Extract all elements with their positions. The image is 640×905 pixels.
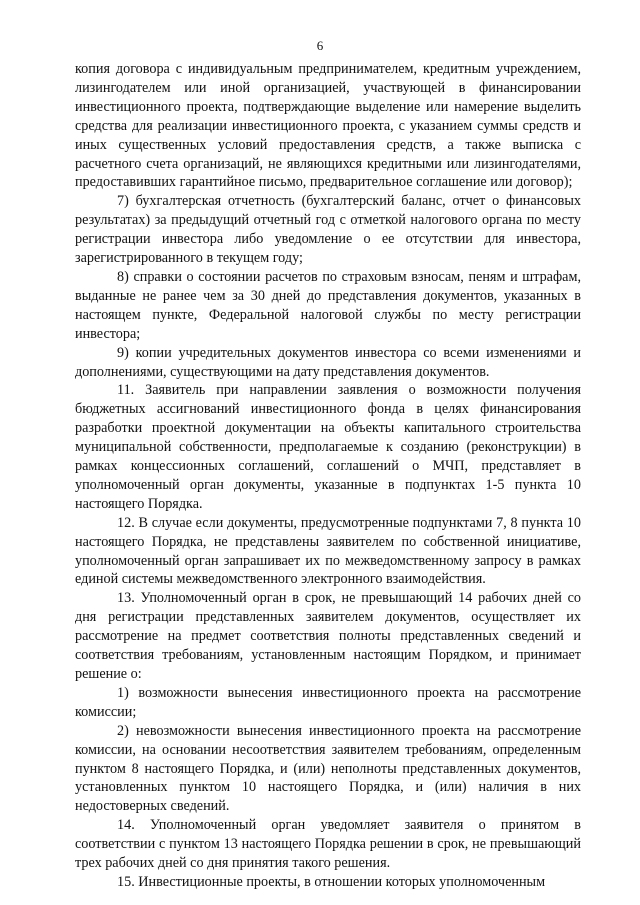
paragraph: 11. Заявитель при направлении заявления о возможности получения бюджетных ассигнований инвестиционного фонда в целях финансирования разработки проектной документации на объекты капитального строительства муниципальной собственности, предполагаемые к созданию (реконструкции) в рамках концессионных соглашений, соглашений о МЧП, представляет в уполномоченный орган документы, указанные в подпунктах 1-5 пункта 10 настоящего Порядка. (75, 382, 581, 512)
paragraph: 1) возможности вынесения инвестиционного проекта на рассмотрение комиссии; (75, 684, 581, 720)
paragraph: 8) справки о состоянии расчетов по страховым взносам, пеням и штрафам, выданные не ранее чем за 30 дней до представления документов, указанных в настоящем пункте, Федеральной налоговой службы по месту регистрации инвестора; (75, 268, 581, 342)
page-number: 6 (316, 38, 324, 53)
paragraph: копия договора с индивидуальным предпринимателем, кредитным учреждением, лизингодателем или иной организацией, участвующей в финансировании инвестиционного проекта, подтверждающие выделение или намерение выделить средства для реализации инвестиционного проекта, с указанием суммы средств и иных существенных условий предоставления средств, а также выписка с расчетного счета организаций, не являющихся кредитными или лизингодателями, предоставивших гарантийное письмо, предварительное соглашение или договор); (75, 61, 581, 191)
paragraph: 14. Уполномоченный орган уведомляет заявителя о принятом в соответствии с пунктом 13 настоящего Порядка решении в срок, не превышающий трех рабочих дней со дня принятия такого решения. (75, 817, 581, 872)
paragraph: 2) невозможности вынесения инвестиционного проекта на рассмотрение комиссии, на основании несоответствия заявителем требованиям, определенным пунктом 8 настоящего Порядка, и (или) неполноты представленных документов, установленных пунктом 10 настоящего Порядка, и (или) наличия в них недостоверных сведений. (75, 722, 581, 815)
document-body (75, 60, 581, 892)
paragraph: 7) бухгалтерская отчетность (бухгалтерский баланс, отчет о финансовых результатах) за предыдущий отчетный год с отметкой налогового органа по месту регистрации инвестора либо уведомление о ее отсутствии для инвестора, зарегистрированного в текущем году; (75, 193, 581, 267)
paragraph: 9) копии учредительных документов инвестора со всеми изменениями и дополнениями, существующими на дату представления документов. (75, 344, 581, 380)
paragraph: 13. Уполномоченный орган в срок, не превышающий 14 рабочих дней со дня регистрации представленных заявителем документов, осуществляет их рассмотрение на предмет соответствия полноты представленных сведений и соответствия требованиям, установленным настоящим Порядком, и принимает решение о: (75, 590, 581, 682)
paragraph: 12. В случае если документы, предусмотренные подпунктами 7, 8 пункта 10 настоящего Порядка, не представлены заявителем по собственной инициативе, уполномоченный орган запрашивает их по межведомственному запросу в рамках единой системы межведомственного электронного взаимодействия. (75, 514, 581, 588)
paragraph: 15. Инвестиционные проекты, в отношении которых уполномоченным (117, 873, 546, 890)
